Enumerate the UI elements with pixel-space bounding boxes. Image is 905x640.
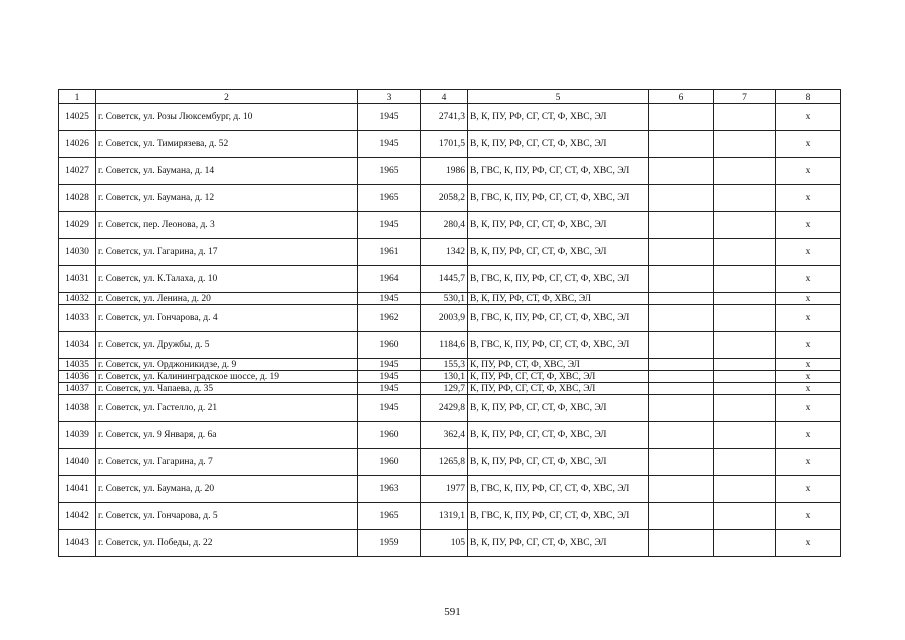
table-row	[59, 449, 841, 476]
record-number-cell: 14042	[59, 503, 96, 530]
table-row	[59, 212, 841, 239]
column-7-cell	[714, 212, 776, 239]
address-cell: г. Советск, ул. Ленина, д. 20	[96, 293, 358, 305]
record-number-cell: 14037	[59, 383, 96, 395]
address-cell: г. Советск, ул. Гончарова, д. 4	[96, 305, 358, 332]
area-cell: 1977	[421, 476, 468, 503]
record-number-cell: 14040	[59, 449, 96, 476]
column-6-cell	[649, 104, 714, 131]
record-number-cell: 14038	[59, 395, 96, 422]
header-row	[59, 90, 841, 104]
column-8-mark-cell: х	[776, 266, 841, 293]
column-8-mark-cell: х	[776, 131, 841, 158]
area-cell: 155,3	[421, 359, 468, 371]
column-6-cell	[649, 131, 714, 158]
area-cell: 1342	[421, 239, 468, 266]
area-cell: 2741,3	[421, 104, 468, 131]
record-number-cell: 14043	[59, 530, 96, 557]
column-header-1: 1	[59, 90, 96, 104]
utilities-list-cell: В, ГВС, К, ПУ, РФ, СГ, СТ, Ф, ХВС, ЭЛ	[468, 332, 649, 359]
area-cell: 1986	[421, 158, 468, 185]
area-cell: 362,4	[421, 422, 468, 449]
column-header-5: 5	[468, 90, 649, 104]
record-number-cell: 14027	[59, 158, 96, 185]
address-cell: г. Советск, ул. Баумана, д. 12	[96, 185, 358, 212]
column-7-cell	[714, 359, 776, 371]
column-8-mark-cell: х	[776, 185, 841, 212]
utilities-list-cell: В, К, ПУ, РФ, СГ, СТ, Ф, ХВС, ЭЛ	[468, 395, 649, 422]
address-cell: г. Советск, ул. Баумана, д. 20	[96, 476, 358, 503]
utilities-list-cell: К, ПУ, РФ, СГ, СТ, Ф, ХВС, ЭЛ	[468, 371, 649, 383]
column-8-mark-cell: х	[776, 395, 841, 422]
table-row	[59, 332, 841, 359]
column-8-mark-cell: х	[776, 212, 841, 239]
address-cell: г. Советск, ул. Орджоникидзе, д. 9	[96, 359, 358, 371]
utilities-list-cell: В, ГВС, К, ПУ, РФ, СГ, СТ, Ф, ХВС, ЭЛ	[468, 266, 649, 293]
address-cell: г. Советск, ул. Розы Люксембург, д. 10	[96, 104, 358, 131]
year-built-cell: 1965	[358, 503, 421, 530]
column-6-cell	[649, 359, 714, 371]
year-built-cell: 1959	[358, 530, 421, 557]
table-row	[59, 395, 841, 422]
column-6-cell	[649, 371, 714, 383]
column-7-cell	[714, 185, 776, 212]
table-row	[59, 305, 841, 332]
year-built-cell: 1964	[358, 266, 421, 293]
column-6-cell	[649, 503, 714, 530]
address-cell: г. Советск, ул. Гагарина, д. 17	[96, 239, 358, 266]
utilities-list-cell: В, ГВС, К, ПУ, РФ, СГ, СТ, Ф, ХВС, ЭЛ	[468, 158, 649, 185]
column-8-mark-cell: х	[776, 104, 841, 131]
column-header-4: 4	[421, 90, 468, 104]
column-7-cell	[714, 332, 776, 359]
year-built-cell: 1945	[358, 395, 421, 422]
column-7-cell	[714, 383, 776, 395]
column-8-mark-cell: х	[776, 158, 841, 185]
table-row	[59, 422, 841, 449]
year-built-cell: 1945	[358, 104, 421, 131]
column-8-mark-cell: х	[776, 371, 841, 383]
utilities-list-cell: В, К, ПУ, РФ, СГ, СТ, Ф, ХВС, ЭЛ	[468, 104, 649, 131]
year-built-cell: 1962	[358, 305, 421, 332]
column-8-mark-cell: х	[776, 293, 841, 305]
year-built-cell: 1945	[358, 371, 421, 383]
year-built-cell: 1960	[358, 449, 421, 476]
table-row	[59, 239, 841, 266]
column-header-3: 3	[358, 90, 421, 104]
record-number-cell: 14036	[59, 371, 96, 383]
table-row	[59, 131, 841, 158]
record-number-cell: 14033	[59, 305, 96, 332]
address-cell: г. Советск, пер. Леонова, д. 3	[96, 212, 358, 239]
table-row	[59, 266, 841, 293]
table-row	[59, 371, 841, 383]
utilities-list-cell: В, К, ПУ, РФ, СГ, СТ, Ф, ХВС, ЭЛ	[468, 239, 649, 266]
column-6-cell	[649, 476, 714, 503]
area-cell: 130,1	[421, 371, 468, 383]
column-6-cell	[649, 293, 714, 305]
year-built-cell: 1961	[358, 239, 421, 266]
year-built-cell: 1945	[358, 212, 421, 239]
table-row	[59, 530, 841, 557]
page-number: 591	[444, 606, 461, 618]
year-built-cell: 1965	[358, 185, 421, 212]
column-7-cell	[714, 503, 776, 530]
record-number-cell: 14025	[59, 104, 96, 131]
table-row	[59, 158, 841, 185]
area-cell: 530,1	[421, 293, 468, 305]
column-7-cell	[714, 158, 776, 185]
column-8-mark-cell: х	[776, 422, 841, 449]
column-7-cell	[714, 239, 776, 266]
record-number-cell: 14041	[59, 476, 96, 503]
address-cell: г. Советск, ул. К.Талаха, д. 10	[96, 266, 358, 293]
area-cell: 105	[421, 530, 468, 557]
utilities-list-cell: К, ПУ, РФ, СГ, СТ, Ф, ХВС, ЭЛ	[468, 383, 649, 395]
column-7-cell	[714, 476, 776, 503]
column-6-cell	[649, 212, 714, 239]
table-body	[59, 90, 841, 557]
column-8-mark-cell: х	[776, 305, 841, 332]
area-cell: 1445,7	[421, 266, 468, 293]
address-cell: г. Советск, ул. Гагарина, д. 7	[96, 449, 358, 476]
utilities-list-cell: В, К, ПУ, РФ, СГ, СТ, Ф, ХВС, ЭЛ	[468, 530, 649, 557]
utilities-list-cell: В, ГВС, К, ПУ, РФ, СГ, СТ, Ф, ХВС, ЭЛ	[468, 476, 649, 503]
column-8-mark-cell: х	[776, 359, 841, 371]
area-cell: 1265,8	[421, 449, 468, 476]
column-6-cell	[649, 239, 714, 266]
address-cell: г. Советск, ул. 9 Января, д. 6а	[96, 422, 358, 449]
utilities-list-cell: В, ГВС, К, ПУ, РФ, СГ, СТ, Ф, ХВС, ЭЛ	[468, 305, 649, 332]
column-7-cell	[714, 449, 776, 476]
area-cell: 280,4	[421, 212, 468, 239]
address-cell: г. Советск, ул. Калининградское шоссе, д. 19	[96, 371, 358, 383]
utilities-list-cell: В, ГВС, К, ПУ, РФ, СГ, СТ, Ф, ХВС, ЭЛ	[468, 185, 649, 212]
column-8-mark-cell: х	[776, 332, 841, 359]
year-built-cell: 1960	[358, 332, 421, 359]
record-number-cell: 14034	[59, 332, 96, 359]
column-header-8: 8	[776, 90, 841, 104]
column-7-cell	[714, 305, 776, 332]
utilities-list-cell: В, ГВС, К, ПУ, РФ, СГ, СТ, Ф, ХВС, ЭЛ	[468, 503, 649, 530]
utilities-list-cell: В, К, ПУ, РФ, СГ, СТ, Ф, ХВС, ЭЛ	[468, 449, 649, 476]
area-cell: 1701,5	[421, 131, 468, 158]
column-7-cell	[714, 395, 776, 422]
year-built-cell: 1945	[358, 293, 421, 305]
column-6-cell	[649, 266, 714, 293]
year-built-cell: 1945	[358, 383, 421, 395]
record-number-cell: 14039	[59, 422, 96, 449]
area-cell: 2429,8	[421, 395, 468, 422]
column-8-mark-cell: х	[776, 530, 841, 557]
column-6-cell	[649, 185, 714, 212]
table-row	[59, 293, 841, 305]
utilities-list-cell: В, К, ПУ, РФ, СГ, СТ, Ф, ХВС, ЭЛ	[468, 131, 649, 158]
address-cell: г. Советск, ул. Гончарова, д. 5	[96, 503, 358, 530]
column-6-cell	[649, 383, 714, 395]
record-number-cell: 14030	[59, 239, 96, 266]
housing-registry-table	[58, 89, 841, 557]
year-built-cell: 1963	[358, 476, 421, 503]
column-7-cell	[714, 104, 776, 131]
column-7-cell	[714, 293, 776, 305]
column-7-cell	[714, 131, 776, 158]
column-7-cell	[714, 422, 776, 449]
table-row	[59, 476, 841, 503]
column-8-mark-cell: х	[776, 503, 841, 530]
area-cell: 1184,6	[421, 332, 468, 359]
column-7-cell	[714, 371, 776, 383]
table-row	[59, 383, 841, 395]
table-row	[59, 104, 841, 131]
utilities-list-cell: К, ПУ, РФ, СТ, Ф, ХВС, ЭЛ	[468, 359, 649, 371]
column-6-cell	[649, 530, 714, 557]
address-cell: г. Советск, ул. Чапаева, д. 35	[96, 383, 358, 395]
record-number-cell: 14035	[59, 359, 96, 371]
record-number-cell: 14026	[59, 131, 96, 158]
column-6-cell	[649, 158, 714, 185]
utilities-list-cell: В, К, ПУ, РФ, СТ, Ф, ХВС, ЭЛ	[468, 293, 649, 305]
column-header-2: 2	[96, 90, 358, 104]
table-row	[59, 359, 841, 371]
utilities-list-cell: В, К, ПУ, РФ, СГ, СТ, Ф, ХВС, ЭЛ	[468, 422, 649, 449]
year-built-cell: 1965	[358, 158, 421, 185]
column-8-mark-cell: х	[776, 476, 841, 503]
column-8-mark-cell: х	[776, 383, 841, 395]
area-cell: 1319,1	[421, 503, 468, 530]
column-6-cell	[649, 305, 714, 332]
address-cell: г. Советск, ул. Гастелло, д. 21	[96, 395, 358, 422]
area-cell: 2003,9	[421, 305, 468, 332]
column-8-mark-cell: х	[776, 449, 841, 476]
column-8-mark-cell: х	[776, 239, 841, 266]
table-row	[59, 503, 841, 530]
column-6-cell	[649, 332, 714, 359]
record-number-cell: 14028	[59, 185, 96, 212]
table-row	[59, 185, 841, 212]
address-cell: г. Советск, ул. Баумана, д. 14	[96, 158, 358, 185]
year-built-cell: 1945	[358, 131, 421, 158]
column-7-cell	[714, 530, 776, 557]
record-number-cell: 14032	[59, 293, 96, 305]
column-6-cell	[649, 395, 714, 422]
year-built-cell: 1945	[358, 359, 421, 371]
year-built-cell: 1960	[358, 422, 421, 449]
column-header-6: 6	[649, 90, 714, 104]
column-7-cell	[714, 266, 776, 293]
record-number-cell: 14031	[59, 266, 96, 293]
address-cell: г. Советск, ул. Дружбы, д. 5	[96, 332, 358, 359]
column-header-7: 7	[714, 90, 776, 104]
column-6-cell	[649, 422, 714, 449]
utilities-list-cell: В, К, ПУ, РФ, СГ, СТ, Ф, ХВС, ЭЛ	[468, 212, 649, 239]
column-6-cell	[649, 449, 714, 476]
address-cell: г. Советск, ул. Победы, д. 22	[96, 530, 358, 557]
address-cell: г. Советск, ул. Тимирязева, д. 52	[96, 131, 358, 158]
area-cell: 129,7	[421, 383, 468, 395]
record-number-cell: 14029	[59, 212, 96, 239]
area-cell: 2058,2	[421, 185, 468, 212]
